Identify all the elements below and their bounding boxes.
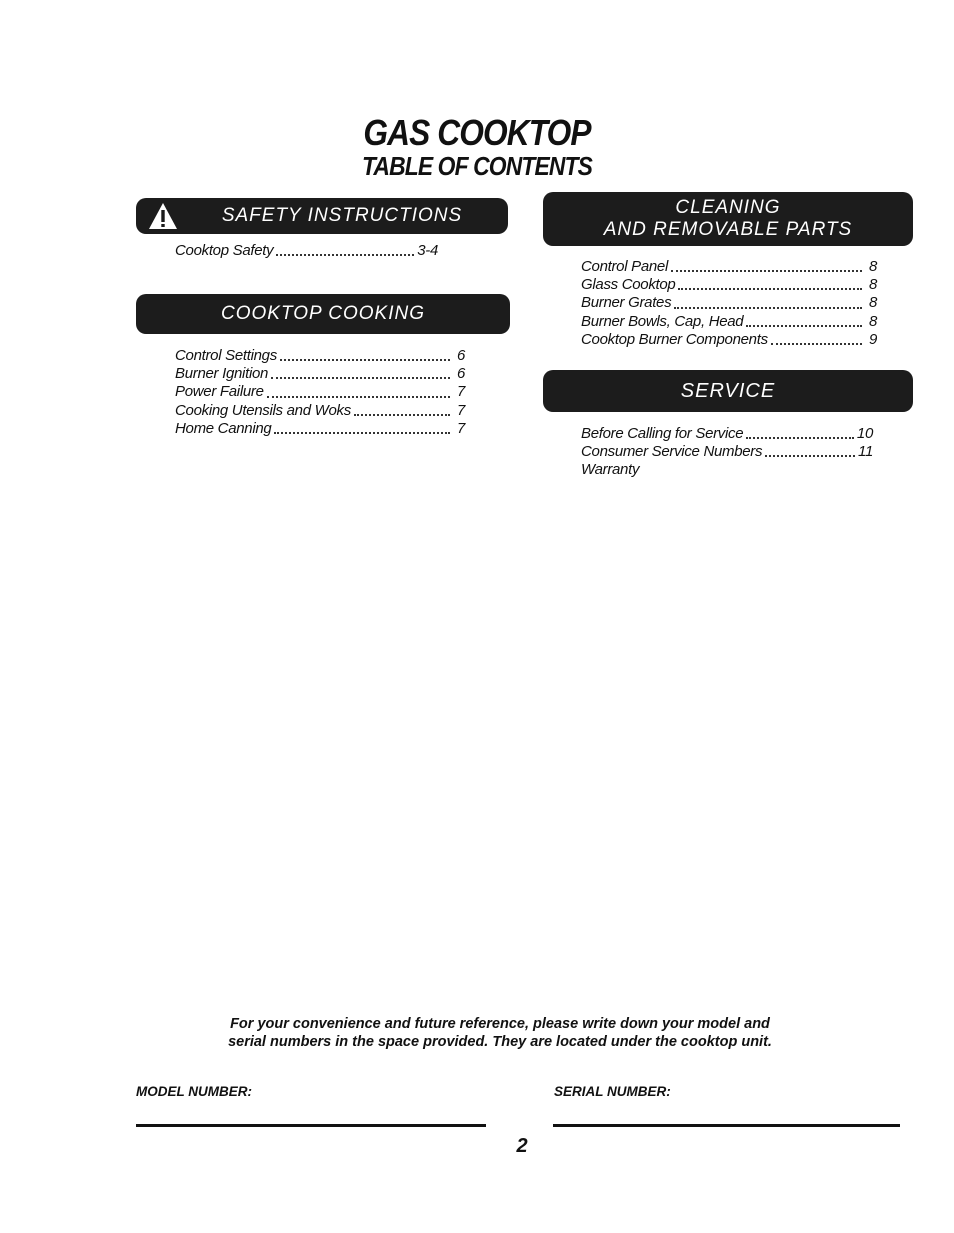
toc-list-cooking	[175, 347, 465, 438]
toc-list-safety	[175, 242, 438, 260]
toc-list-service	[581, 425, 873, 480]
toc-entry	[175, 365, 465, 383]
toc-entry-page: 3-4	[417, 242, 438, 259]
toc-entry-page: 9	[868, 330, 877, 348]
toc-entry-label: Before Calling for Service	[581, 425, 744, 442]
toc-entry-page: 8	[868, 258, 877, 275]
section-heading-label: COOKTOP COOKING	[221, 303, 425, 324]
toc-entry-label: Control Panel	[581, 258, 668, 275]
dot-leader	[671, 270, 862, 272]
warning-triangle-icon	[148, 201, 178, 231]
toc-entry-label: Consumer Service Numbers	[581, 443, 763, 461]
dot-leader	[678, 288, 862, 290]
toc-entry-label: Home Canning	[175, 419, 272, 437]
toc-entry-label: Control Settings	[175, 347, 277, 364]
toc-entry-page: 11	[858, 443, 873, 461]
section-heading-cleaning	[543, 192, 913, 246]
reference-note-line2: serial numbers in the space provided. They are located under the cooktop unit.	[228, 1034, 772, 1050]
toc-entry	[581, 443, 873, 461]
dot-leader	[354, 414, 450, 416]
dot-leader	[765, 455, 855, 457]
toc-entry-page: 6	[456, 365, 465, 383]
toc-entry	[581, 276, 877, 294]
dot-leader	[267, 396, 450, 398]
toc-entry	[581, 331, 877, 349]
toc-entry	[581, 294, 877, 312]
section-heading-safety	[136, 198, 508, 234]
serial-number-line	[553, 1124, 900, 1127]
toc-entry-label: Glass Cooktop	[581, 276, 676, 294]
dot-leader	[280, 359, 450, 361]
toc-entry-label: Cooktop Burner Components	[581, 330, 768, 348]
toc-entry	[581, 461, 873, 479]
dot-leader	[271, 377, 450, 379]
toc-entry	[581, 425, 873, 443]
toc-entry-page: 8	[868, 312, 877, 330]
reference-note	[150, 1015, 850, 1051]
dot-leader	[746, 437, 854, 439]
toc-entry-label: Power Failure	[175, 383, 264, 401]
serial-number-label: SERIAL NUMBER:	[554, 1084, 671, 1099]
section-heading-label: SERVICE	[680, 380, 776, 402]
toc-entry	[175, 383, 465, 401]
toc-list-cleaning	[581, 258, 877, 349]
toc-entry	[175, 347, 465, 365]
page-number: 2	[516, 1135, 528, 1157]
toc-entry-page: 7	[456, 401, 465, 419]
toc-entry-label: Cooking Utensils and Woks	[175, 401, 351, 419]
toc-entry-label: Cooktop Safety	[175, 242, 274, 259]
page-title: GAS COOKTOP	[363, 112, 591, 153]
toc-entry-page: 8	[868, 276, 877, 294]
section-heading-cooking	[136, 294, 510, 334]
dot-leader	[771, 343, 862, 345]
section-heading-label-line1: CLEANING	[675, 197, 781, 218]
toc-entry-page: 7	[456, 383, 465, 401]
dot-leader	[674, 307, 862, 309]
section-heading-label: SAFETY INSTRUCTIONS	[221, 205, 463, 226]
dot-leader	[274, 432, 450, 434]
toc-entry	[175, 242, 438, 260]
dot-leader	[276, 254, 414, 256]
toc-entry	[175, 420, 465, 438]
toc-entry-page: 6	[456, 347, 465, 364]
toc-entry-label: Warranty	[581, 461, 640, 479]
toc-entry-page: 7	[456, 419, 465, 437]
toc-entry	[175, 402, 465, 420]
toc-entry-label: Burner Bowls, Cap, Head	[581, 312, 744, 330]
section-heading-label-line2: AND REMOVABLE PARTS	[603, 219, 853, 240]
page-subtitle: TABLE OF CONTENTS	[362, 151, 592, 181]
toc-entry-label: Burner Ignition	[175, 365, 269, 383]
toc-entry-page: 8	[868, 294, 877, 312]
toc-entry	[581, 258, 877, 276]
toc-entry	[581, 313, 877, 331]
dot-leader	[746, 325, 862, 327]
model-number-line	[136, 1124, 486, 1127]
reference-note-line1: For your convenience and future reference, please write down your model and	[230, 1016, 770, 1032]
section-heading-service	[543, 370, 913, 412]
toc-entry-label: Burner Grates	[581, 294, 672, 312]
toc-entry-page: 10	[856, 425, 873, 442]
model-number-label: MODEL NUMBER:	[136, 1084, 252, 1099]
